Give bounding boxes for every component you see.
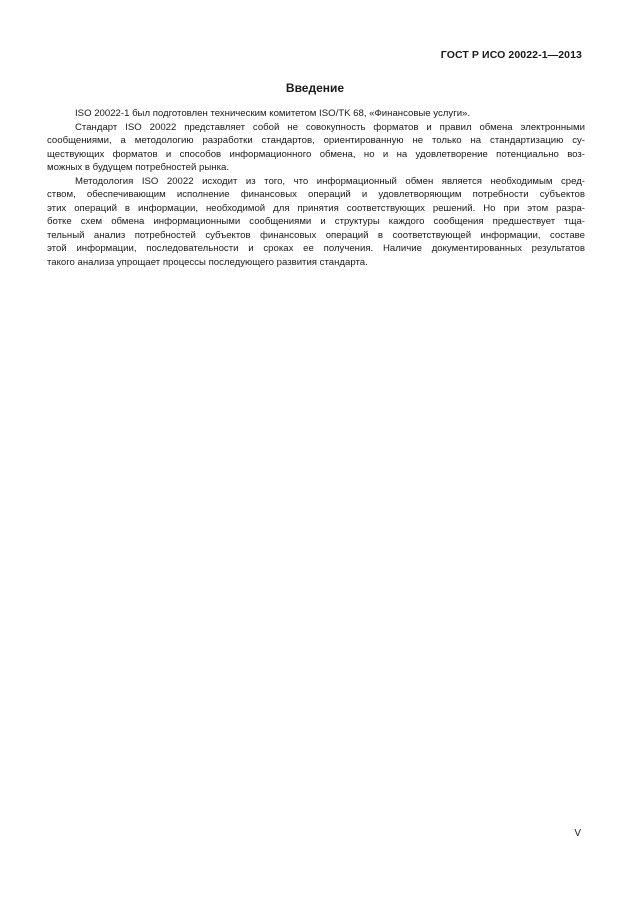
text-line: Методология ISO 20022 исходит из того, что информационный обмен является необходимым сред-: [75, 175, 585, 187]
paragraph: [47, 107, 585, 121]
text-line: Стандарт ISO 20022 представляет собой не совокупность форматов и правил обмена электронными: [75, 121, 585, 133]
paragraph: [47, 121, 585, 175]
text-line: ществующих форматов и способов информационного обмена, но и на удовлетворение потенциально воз-: [47, 148, 585, 160]
text-line: этой информации, последовательности и сроках ее получения. Наличие документированных результатов: [47, 243, 585, 254]
text-line: можных в будущем потребностей рынка.: [47, 162, 229, 173]
text-line: тельный анализ потребностей субъектов финансовых операций в соответствующей информации, составе: [47, 229, 585, 241]
text-line: такого анализа упрощает процессы последующего развития стандарта.: [47, 256, 368, 268]
section-title: Введение: [285, 81, 345, 95]
text-line: ством, обеспечивающим исполнение финансовых операций и удовлетворяющим потребности субъектов: [47, 189, 585, 200]
paragraph: [47, 175, 585, 270]
page-number: V: [574, 828, 581, 839]
text-line: ISO 20022-1 был подготовлен техническим комитетом ISO/TK 68, «Финансовые услуги».: [75, 108, 471, 119]
introduction-body: [47, 107, 585, 269]
text-line: этих операций в информации, необходимой для принятия соответствующих решений. Но при этом разра-: [47, 202, 585, 214]
document-designation: ГОСТ Р ИСО 20022-1—2013: [440, 49, 582, 61]
text-line: ботке схем обмена информационными сообщениями и структуры каждого сообщения предшествует тща-: [47, 216, 585, 227]
text-line: сообщениями, а методологию разработки стандартов, ориентированную не только на стандартизацию су-: [47, 135, 585, 146]
